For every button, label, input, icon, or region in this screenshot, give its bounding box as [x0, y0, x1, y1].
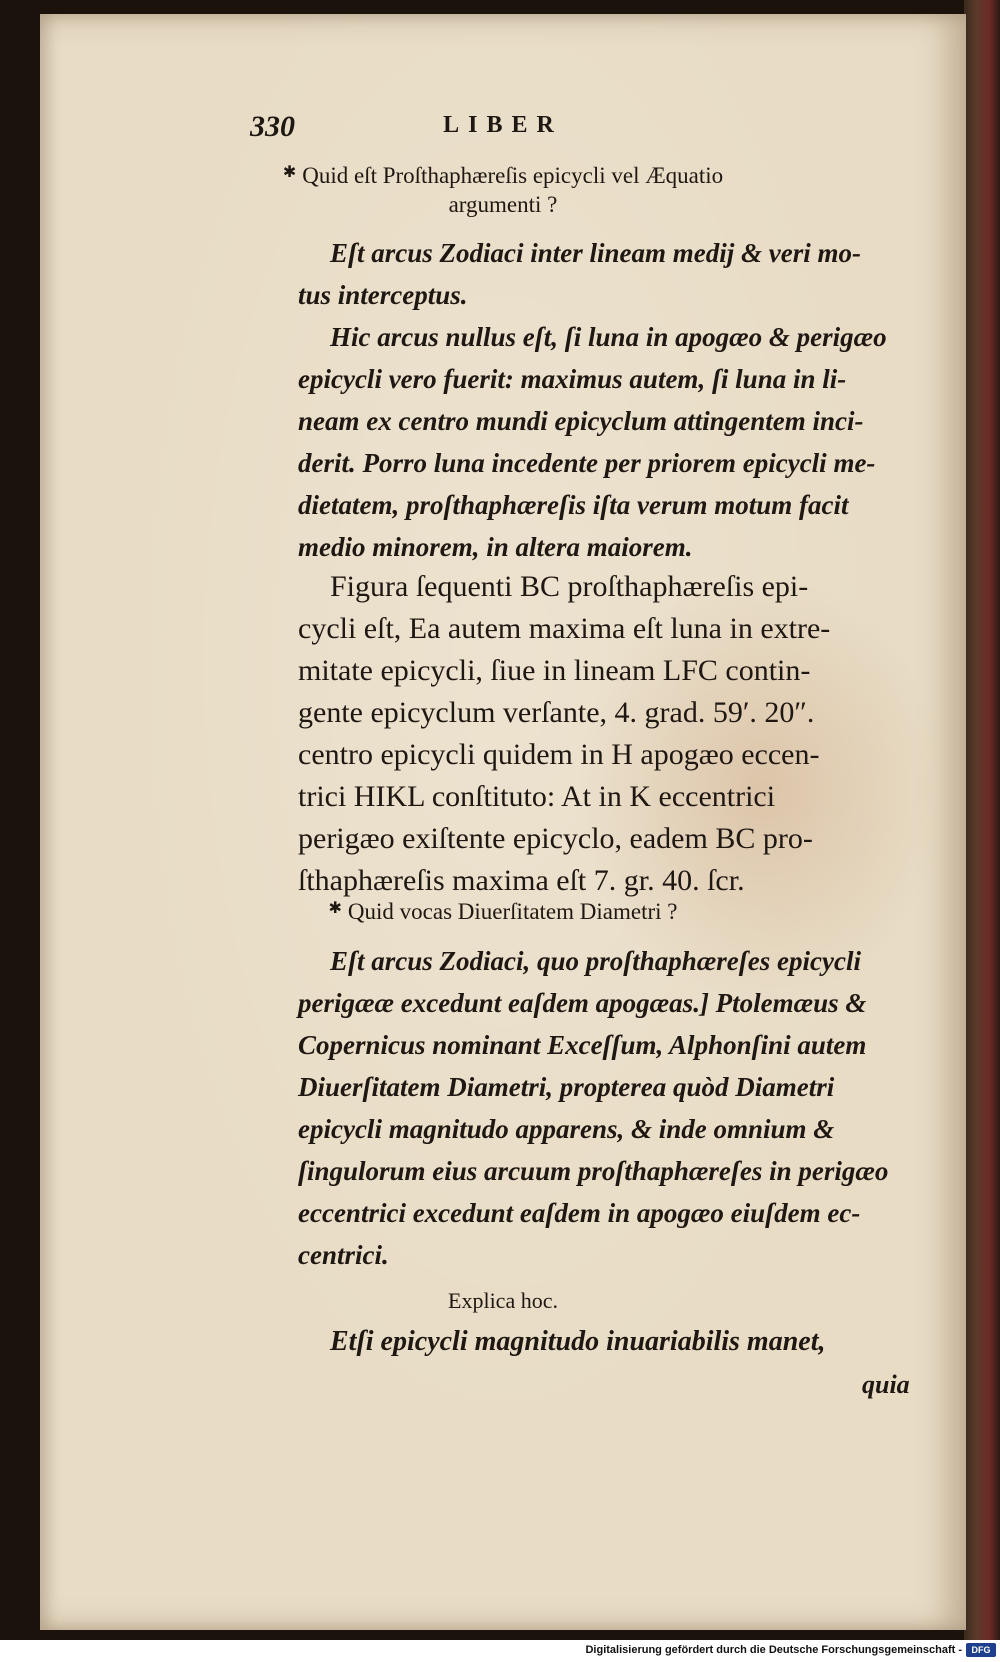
question-text: Quid vocas Diuerſitatem Diametri ? [347, 899, 678, 924]
page-header [40, 106, 966, 146]
answer-line: epicycli magnitudo apparens, & inde omnium & [298, 1114, 835, 1144]
explanation-line: neam ex centro mundi epicyclum attingentem inci- [298, 406, 864, 436]
answer-definition [298, 232, 934, 316]
explanation-line: epicycli vero fuerit: maximus autem, ſi luna in li- [298, 364, 847, 394]
figure-line: mitate epicycli, ſiue in lineam LFC contin- [298, 654, 811, 687]
answer-line: Eſt arcus Zodiaci inter lineam medij & veri mo- [330, 238, 861, 268]
answer-line: eccentrici excedunt eaſdem in apogæo eiuſdem ec- [298, 1198, 861, 1228]
closing-line: Etſi epicycli magnitudo inuariabilis manet, [330, 1326, 826, 1357]
closing-paragraph [330, 1322, 930, 1362]
answer-line: ſingulorum eius arcuum proſthaphæreſes in perigæo [298, 1156, 889, 1186]
figure-line: trici HIKL conſtituto: At in K eccentrici [298, 780, 776, 813]
dfg-logo-icon: DFG [966, 1643, 996, 1657]
answer-line: Diuerſitatem Diametri, propterea quòd Diametri [298, 1072, 835, 1102]
figure-paragraph [298, 566, 934, 902]
explanation-paragraph [298, 316, 934, 568]
answer-diuersitas [298, 940, 934, 1276]
figure-line: gente epicyclum verſante, 4. grad. 59′. 20″. [298, 696, 815, 729]
figure-line: perigæo exiſtente epicyclo, eadem BC pro- [298, 822, 813, 855]
explanation-line: derit. Porro luna incedente per priorem epicycli me- [298, 448, 876, 478]
answer-line: centrici. [298, 1240, 389, 1270]
asterisk-icon: ✱ [282, 164, 297, 181]
figure-line: ſthaphæreſis maxima eſt 7. gr. 40. ſcr. [298, 864, 745, 897]
book-binding [964, 0, 1000, 1640]
figure-line: Figura ſequenti BC proſthaphæreſis epi- [330, 570, 809, 603]
question-text: Quid eſt Proſthaphæreſis epicycli vel Æquatio [302, 163, 724, 188]
question-diuersitas [40, 894, 966, 927]
answer-line: Copernicus nominant Exceſſum, Alphonſini autem [298, 1030, 867, 1060]
answer-line: tus interceptus. [298, 280, 468, 310]
subheading-explica: Explica hoc. [448, 1288, 558, 1313]
answer-line: Eſt arcus Zodiaci, quo proſthaphæreſes epicycli [330, 946, 861, 976]
question-continuation: argumenti ? [448, 192, 558, 217]
figure-line: cycli eſt, Ea autem maxima eſt luna in extre- [298, 612, 831, 645]
explanation-line: Hic arcus nullus eſt, ſi luna in apogæo & perigæo [330, 322, 887, 352]
answer-line: perigææ excedunt eaſdem apogæas.] Ptolemæus & [298, 988, 867, 1018]
digitization-footer [0, 1640, 1000, 1662]
page-number: 330 [250, 110, 295, 143]
footer-credit: Digitalisierung gefördert durch die Deutsche Forschungsgemeinschaft - [585, 1644, 962, 1656]
running-head: LIBER [443, 112, 563, 138]
book-page [40, 14, 966, 1630]
explanation-line: dietatem, proſthaphæreſis iſta verum motum facit [298, 490, 849, 520]
catchword: quia [862, 1370, 910, 1399]
question-prosthaphaeresis [40, 158, 966, 191]
asterisk-icon: ✱ [328, 900, 342, 917]
figure-line: centro epicycli quidem in H apogæo eccen- [298, 738, 820, 771]
explanation-line: medio minorem, in altera maiorem. [298, 532, 693, 562]
